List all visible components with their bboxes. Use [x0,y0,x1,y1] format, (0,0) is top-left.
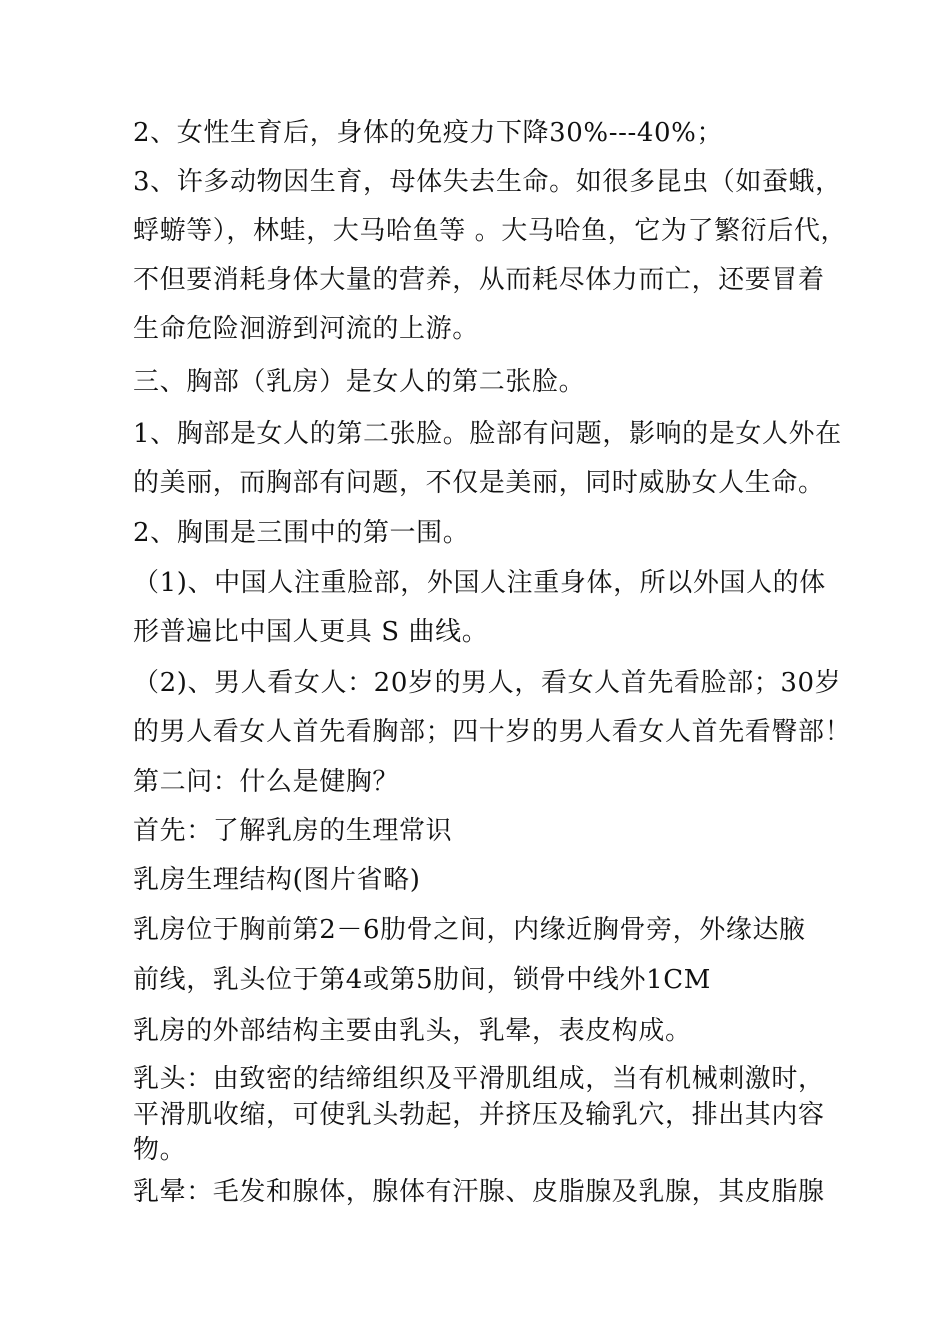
text-line: 乳头：由致密的结缔组织及平滑肌组成，当有机械刺激时， [133,1064,825,1094]
text-line: 乳房生理结构(图片省略) [133,865,421,895]
question-heading: 第二问：什么是健胸？ [133,767,400,797]
text-line: 首先：了解乳房的生理常识 [133,816,453,846]
text-line: 乳房位于胸前第2－6肋骨之间，内缘近胸骨旁，外缘达腋 [133,915,806,945]
text-line: 1、胸部是女人的第二张脸。脸部有问题，影响的是女人外在 [133,419,842,449]
text-line: 2、女性生育后，身体的免疫力下降30%---40%； [133,118,724,148]
text-line: 前线，乳头位于第4或第5肋间，锁骨中线外1CM [133,965,711,995]
text-line: 乳晕：毛发和腺体，腺体有汗腺、皮脂腺及乳腺，其皮脂腺 [133,1177,825,1207]
text-line: 平滑肌收缩，可使乳头勃起，并挤压及输乳穴，排出其内容 [133,1100,825,1130]
section-heading: 三、胸部（乳房）是女人的第二张脸。 [133,367,586,397]
text-line: 不但要消耗身体大量的营养，从而耗尽体力而亡，还要冒着 [133,265,825,295]
text-line: （1)、中国人注重脸部，外国人注重身体，所以外国人的体 [133,568,826,598]
text-line: 的男人看女人首先看胸部；四十岁的男人看女人首先看臀部！ [133,717,852,747]
text-line: 蜉蝣等），林蛙，大马哈鱼等 。大马哈鱼，它为了繁衍后代， [133,216,848,246]
text-line: 物。 [133,1135,187,1165]
text-line: 生命危险洄游到河流的上游。 [133,314,479,344]
text-line: 的美丽，而胸部有问题，不仅是美丽，同时威胁女人生命。 [133,468,825,498]
text-line: 2、胸围是三围中的第一围。 [133,518,470,548]
text-line: （2)、男人看女人：20岁的男人，看女人首先看脸部；30岁 [133,668,842,698]
text-line: 乳房的外部结构主要由乳头，乳晕，表皮构成。 [133,1016,692,1046]
text-line: 形普遍比中国人更具 S 曲线。 [133,617,489,647]
text-line: 3、许多动物因生育，母体失去生命。如很多昆虫（如蚕蛾， [133,167,842,197]
